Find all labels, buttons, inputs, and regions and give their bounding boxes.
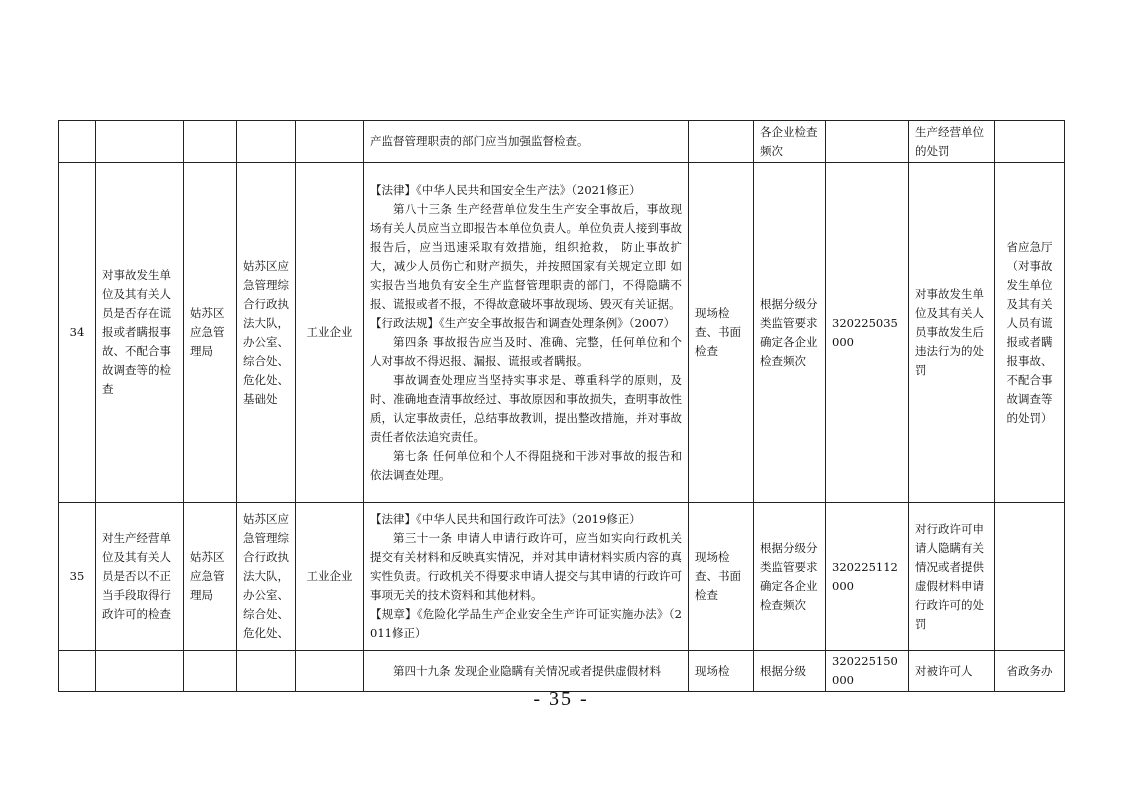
basis-article: 第八十三条 生产经营单位发生生产安全事故后，事故现场有关人员应当立即报告本单位负责人。单位负责人接到事故报告后，应当迅速采取有效措施，组织抢救， 防止事故扩大，减少人员伤亡和财产损失，并按照国家有关规定立即 如实报告当地负有安全生产监督管理职责的部门，不得隐瞒不报、谎报或者不报，不得故意破坏事故现场、毁灭有关证据。 [370, 201, 682, 311]
basis-rule-title: 【规章】《危险化学品生产企业安全生产许可证实施办法》（2011修正） [370, 607, 682, 640]
cell-department: 姑苏区应急管理局 [184, 163, 237, 503]
cell-number: 35 [59, 503, 96, 651]
basis-article: 事故调查处理应当坚持实事求是、尊重科学的原则，及时、准确地查清事故经过、事故原因和事故损失，查明事故性质，认定事故责任，总结事故教训，提出整改措施，并对事故责任者依法追究责任。 [370, 372, 682, 444]
cell-basis [364, 121, 689, 163]
cell-code: 320225035000 [826, 163, 909, 503]
cell-number: 34 [59, 163, 96, 503]
cell-penalty: 对事故发生单位及其有关人员事故发生后违法行为的处罚 [909, 163, 995, 503]
cell-penalty: 对行政许可申请人隐瞒有关情况或者提供虚假材料申请行政许可的处罚 [909, 503, 995, 651]
basis-text: 产监督管理职责的部门应当加强监督检查。 [370, 134, 589, 148]
cell-empty [689, 121, 754, 163]
cell-empty [826, 121, 909, 163]
cell-frequency: 根据分级 [754, 651, 826, 692]
page-number: - 35 - [533, 688, 589, 710]
basis-article: 第四条 事故报告应当及时、准确、完整，任何单位和个人对事故不得迟报、漏报、谎报或者瞒报。 [370, 334, 682, 368]
basis-article: 第七条 任何单位和个人不得阻挠和干涉对事故的报告和依法调查处理。 [370, 448, 682, 482]
cell-code: 320225112000 [826, 503, 909, 651]
table-row-continuation-bottom [59, 651, 1065, 692]
cell-method: 现场检查、书面检查 [689, 163, 754, 503]
inspection-items-table [58, 120, 1065, 692]
cell-object: 工业企业 [296, 163, 364, 503]
cell-object: 工业企业 [296, 503, 364, 651]
cell-empty [96, 121, 184, 163]
cell-executor: 姑苏区应急管理综合行政执法大队，办公室、综合处、危化处、 [237, 503, 296, 651]
cell-department: 姑苏区应急管理局 [184, 503, 237, 651]
cell-frequency: 根据分级分类监管要求确定各企业检查频次 [754, 503, 826, 651]
basis-law-title: 【法律】《中华人民共和国安全生产法》（2021修正） [370, 182, 641, 197]
cell-empty [59, 121, 96, 163]
cell-empty [237, 651, 296, 692]
cell-code: 320225150000 [826, 651, 909, 692]
table-row [59, 163, 1065, 503]
cell-empty [296, 121, 364, 163]
cell-empty [96, 651, 184, 692]
basis-article: 第三十一条 申请人申请行政许可，应当如实向行政机关提交有关材料和反映真实情况，并对其申请材料实质内容的真实性负责。行政机关不得要求申请人提交与其申请的行政许可事项无关的技术资料和其他材料。 [370, 531, 682, 602]
cell-basis [364, 503, 689, 651]
cell-empty [59, 651, 96, 692]
cell-item: 对生产经营单位及其有关人员是否以不正当手段取得行政许可的检查 [96, 503, 184, 651]
cell-note: 省应急厅（对事故发生单位及其有关人员有谎报或者瞒报事故、不配合事故调查等的处罚） [995, 163, 1065, 503]
table-row [59, 503, 1065, 651]
cell-empty [184, 651, 237, 692]
cell-method: 现场检查、书面检查 [689, 503, 754, 651]
cell-item: 对事故发生单位及其有关人员是否存在谎报或者瞒报事故、不配合事故调查等的检查 [96, 163, 184, 503]
cell-executor: 姑苏区应急管理综合行政执法大队，办公室、综合处、危化处、基础处 [237, 163, 296, 503]
cell-basis [364, 163, 689, 503]
cell-empty [995, 121, 1065, 163]
cell-basis [364, 651, 689, 692]
basis-law-title: 【法律】《中华人民共和国行政许可法》（2019修正） [370, 512, 641, 526]
cell-penalty: 对被许可人 [909, 651, 995, 692]
cell-empty [296, 651, 364, 692]
cell-frequency: 根据分级分类监管要求确定各企业检查频次 [754, 163, 826, 503]
cell-empty [184, 121, 237, 163]
cell-penalty: 生产经营单位的处罚 [909, 121, 995, 163]
basis-regulation-title: 【行政法规】《生产安全事故报告和调查处理条例》（2007） [370, 315, 676, 330]
cell-frequency: 各企业检查频次 [754, 121, 826, 163]
cell-note: 省政务办 [995, 651, 1065, 692]
basis-article: 第四十九条 发现企业隐瞒有关情况或者提供虚假材料 [393, 663, 662, 678]
cell-note [995, 503, 1065, 651]
cell-empty [237, 121, 296, 163]
cell-method: 现场检 [689, 651, 754, 692]
table-row-continuation-top [59, 121, 1065, 163]
